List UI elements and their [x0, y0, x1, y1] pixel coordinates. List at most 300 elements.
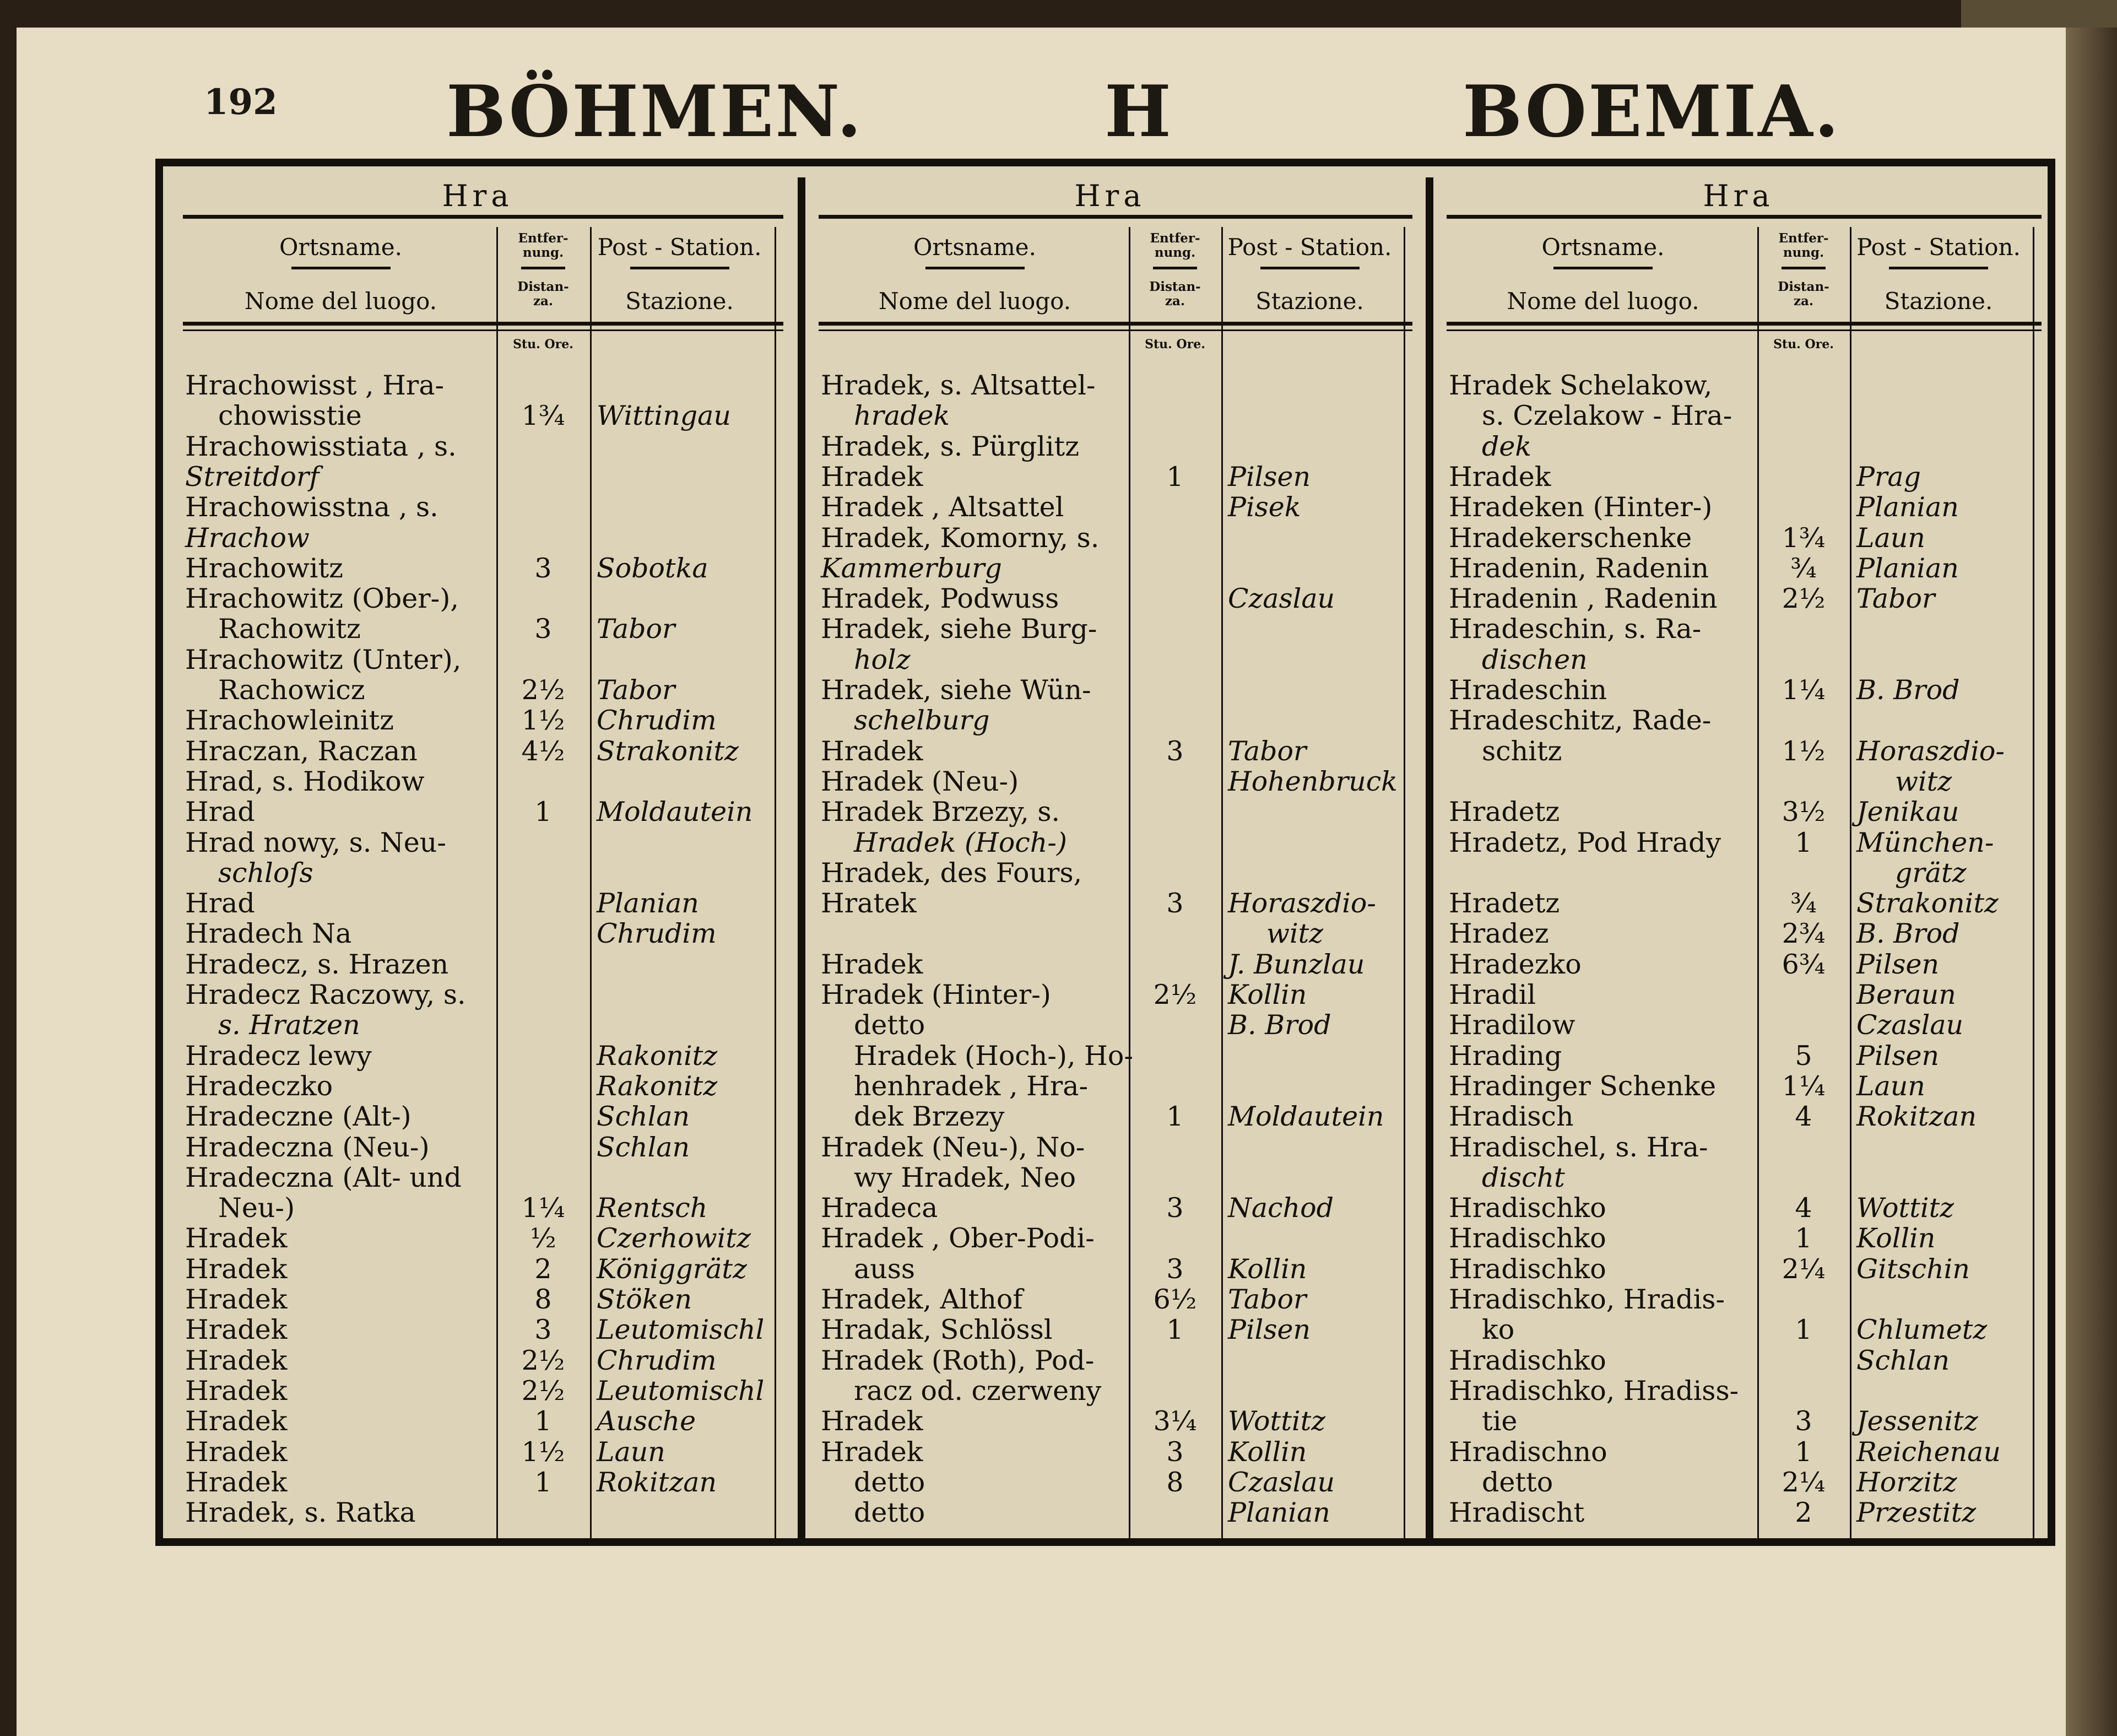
place-name: Hradischko — [1449, 1192, 1606, 1224]
table-row — [1436, 797, 2053, 827]
column-title: Hra — [1074, 179, 1146, 213]
place-name: Hradek , Altsattel — [821, 491, 1064, 523]
title-rule — [819, 215, 1412, 219]
place-name: Hradecz, s. Hrazen — [185, 948, 449, 980]
table-row — [808, 766, 1423, 797]
table-row — [1436, 1223, 2053, 1253]
post-station: Czerhowitz — [597, 1223, 751, 1254]
place-name: Hradeschin, s. Ra- — [1449, 613, 1702, 645]
table-row — [1436, 705, 2053, 735]
place-name: Hradek — [185, 1405, 288, 1437]
post-station: Czaslau — [1228, 1466, 1335, 1498]
table-row — [172, 401, 794, 431]
place-name: wy Hradek, Neo — [854, 1161, 1076, 1193]
table-row — [1436, 583, 2053, 614]
title-rule — [1447, 215, 2042, 219]
place-name: Hrachowitz (Unter), — [185, 643, 462, 675]
table-row — [1436, 1315, 2053, 1345]
column-title: Hra — [442, 179, 513, 213]
table-row — [172, 614, 794, 644]
title-rule — [183, 215, 783, 219]
distance: 4 — [1795, 1192, 1812, 1224]
table-row — [172, 1193, 794, 1223]
header-rule — [1447, 322, 2042, 326]
table-row — [172, 705, 794, 735]
header-post-station-de: Post - Station. — [1856, 234, 2021, 261]
place-name: Hradek — [185, 1344, 288, 1376]
post-station: Pisek — [1228, 491, 1301, 523]
table-row — [808, 492, 1423, 522]
place-name: Hradek (Hoch-) — [854, 826, 1068, 858]
header-rule-thin — [1447, 329, 2042, 331]
distance: 4 — [1795, 1101, 1812, 1133]
table-row — [1436, 1193, 2053, 1223]
distance: 1 — [534, 1466, 552, 1498]
place-name: Hradischko — [1449, 1344, 1606, 1376]
table-row — [1436, 918, 2053, 949]
place-name: Hradilow — [1449, 1009, 1575, 1041]
table-row — [808, 736, 1423, 766]
table-row — [808, 1437, 1423, 1467]
distance: 1¼ — [521, 1192, 565, 1224]
place-name: schloſs — [218, 857, 313, 889]
post-station: Chrudim — [597, 705, 717, 737]
post-station: Laun — [1856, 522, 1925, 554]
place-name: dek — [1482, 430, 1532, 462]
distance: 1 — [1166, 461, 1184, 493]
table-row — [172, 1041, 794, 1071]
listing-column-3 — [1436, 172, 2053, 1538]
table-row — [808, 583, 1423, 614]
distance: 2 — [534, 1253, 552, 1285]
place-name: Hradeczna (Alt- und — [185, 1161, 462, 1193]
place-name: detto — [854, 1497, 925, 1529]
table-row — [808, 1467, 1423, 1497]
table-row — [808, 980, 1423, 1010]
place-name: Hradisch — [1449, 1101, 1574, 1133]
post-station: Rakonitz — [597, 1070, 718, 1102]
table-row — [1436, 523, 2053, 553]
place-name: Hradek — [821, 1436, 923, 1468]
place-name: Hrachow — [185, 522, 310, 554]
table-row — [172, 675, 794, 705]
table-row — [172, 858, 794, 888]
table-row — [808, 523, 1423, 553]
place-name: Hradischko — [1449, 1253, 1606, 1285]
place-name: Hrad — [185, 888, 255, 920]
distance: 2½ — [1782, 583, 1826, 615]
table-row — [808, 614, 1423, 644]
header-underline — [1260, 267, 1360, 269]
place-name: Hradeschitz, Rade- — [1449, 705, 1712, 737]
place-name: Hrachowisst , Hra- — [185, 370, 445, 401]
place-name: tie — [1482, 1405, 1518, 1437]
place-name: discht — [1482, 1161, 1565, 1193]
header-rule — [183, 322, 783, 326]
place-name: detto — [1482, 1466, 1553, 1498]
place-name: Hradek — [185, 1375, 288, 1407]
post-station: B. Brod — [1228, 1009, 1331, 1041]
post-station: Chrudim — [597, 918, 717, 950]
header-rule-thin — [819, 329, 1412, 331]
post-station: Kollin — [1856, 1223, 1936, 1254]
table-row — [808, 1254, 1423, 1284]
distance: 3 — [1166, 1436, 1184, 1468]
post-station: Beraun — [1856, 979, 1956, 1010]
post-station: Jessenitz — [1856, 1405, 1978, 1437]
post-station: Tabor — [1228, 1284, 1307, 1315]
post-station: Moldautein — [1228, 1101, 1384, 1133]
place-name: Hradek — [185, 1436, 288, 1468]
header-post-station-it: Stazione. — [1255, 288, 1364, 315]
header-distance-it: Distan- za. — [517, 279, 569, 309]
table-row — [172, 766, 794, 797]
table-row — [172, 462, 794, 492]
place-name: Neu-) — [218, 1192, 295, 1224]
place-name: Hrachowisstiata , s. — [185, 430, 457, 462]
unit-label: Stu. Ore. — [513, 337, 573, 351]
table-row — [808, 797, 1423, 827]
table-row — [808, 1101, 1423, 1132]
table-row — [172, 1437, 794, 1467]
place-name: Hradek — [821, 735, 923, 767]
post-station: Nachod — [1228, 1192, 1334, 1224]
table-row — [808, 553, 1423, 583]
header-place-name-it: Nome del luogo. — [244, 288, 437, 315]
table-row — [808, 462, 1423, 492]
post-station: Wottitz — [1856, 1192, 1954, 1224]
distance: 3 — [1166, 1253, 1184, 1285]
table-row — [808, 1376, 1423, 1406]
place-name: Hradak, Schlössl — [821, 1314, 1053, 1346]
place-name: Hradeken (Hinter-) — [1449, 491, 1713, 523]
place-name: Hradek — [821, 461, 923, 493]
place-name: Hradeczko — [185, 1070, 333, 1102]
post-station: Moldautein — [597, 796, 753, 828]
post-station: Pilsen — [1228, 461, 1311, 493]
distance: 5 — [1795, 1040, 1812, 1072]
distance: 1½ — [1782, 735, 1826, 767]
place-name: Hradischno — [1449, 1436, 1607, 1468]
post-station: Planian — [1228, 1497, 1330, 1529]
post-station: Czaslau — [1228, 583, 1335, 615]
place-name: Hradek (Neu-) — [821, 765, 1019, 797]
table-row — [172, 1315, 794, 1345]
place-name: Rachowicz — [218, 674, 365, 706]
place-name: Hradek , Ober-Podi- — [821, 1223, 1095, 1254]
post-station: Tabor — [597, 674, 675, 706]
place-name: Hradischko — [1449, 1223, 1606, 1254]
table-row — [808, 1223, 1423, 1253]
post-station: Königgrätz — [597, 1253, 747, 1285]
post-station: Tabor — [1228, 735, 1307, 767]
place-name: Hradek — [185, 1223, 288, 1254]
table-row — [172, 1284, 794, 1315]
place-name: schelburg — [854, 705, 990, 737]
place-name: Hraczan, Raczan — [185, 735, 418, 767]
table-row — [1436, 1254, 2053, 1284]
place-name: Hradeschin — [1449, 674, 1607, 706]
post-station: Prag — [1856, 461, 1921, 493]
table-row — [808, 1497, 1423, 1528]
place-name: Hradischt — [1449, 1497, 1585, 1529]
table-row — [1436, 1010, 2053, 1040]
place-name: Hradek — [185, 1284, 288, 1315]
place-name: dischen — [1482, 643, 1588, 675]
table-row — [172, 1132, 794, 1162]
table-row — [172, 1467, 794, 1497]
distance: 2¾ — [1782, 918, 1826, 950]
distance: 1 — [534, 796, 552, 828]
post-station: Tabor — [1856, 583, 1935, 615]
post-station: Schlan — [597, 1101, 690, 1133]
post-station: witz — [1895, 765, 1952, 797]
post-station: Kollin — [1228, 1436, 1307, 1468]
table-row — [172, 1162, 794, 1193]
header-post-station-it: Stazione. — [1884, 288, 1993, 315]
place-name: Hrachowisstna , s. — [185, 491, 438, 523]
post-station: Strakonitz — [1856, 888, 1999, 920]
place-name: schitz — [1482, 735, 1562, 767]
post-station: München- — [1856, 826, 1994, 858]
post-station: Laun — [1856, 1070, 1925, 1102]
distance: 1 — [1795, 826, 1812, 858]
place-name: Hrad nowy, s. Neu- — [185, 826, 446, 858]
post-station: grätz — [1895, 857, 1967, 889]
header-distance-it: Distan- za. — [1778, 279, 1829, 309]
table-row — [172, 797, 794, 827]
table-row — [1436, 1376, 2053, 1406]
table-row — [808, 1193, 1423, 1223]
table-row — [808, 1041, 1423, 1071]
table-row — [172, 431, 794, 462]
table-row — [1436, 949, 2053, 980]
place-name: Hradek (Neu-), No- — [821, 1131, 1085, 1163]
place-name: s. Hratzen — [218, 1009, 360, 1041]
header-underline — [925, 267, 1025, 269]
table-row — [808, 1071, 1423, 1101]
distance: 2½ — [1153, 979, 1197, 1010]
header-underline — [291, 267, 391, 269]
table-row — [808, 1162, 1423, 1193]
column-divider — [1426, 177, 1433, 1546]
table-row — [1436, 1132, 2053, 1162]
post-station: Rokitzan — [1856, 1101, 1977, 1133]
distance: 1 — [1166, 1314, 1184, 1346]
table-row — [172, 888, 794, 918]
table-row — [808, 1315, 1423, 1345]
table-row — [172, 1101, 794, 1132]
unit-label: Stu. Ore. — [1145, 337, 1205, 351]
place-name: Hradetz — [1449, 888, 1560, 920]
table-row — [172, 980, 794, 1010]
table-row — [172, 918, 794, 949]
place-name: Hradek, s. Altsattel- — [821, 370, 1096, 401]
post-station: Horaszdio- — [1228, 888, 1376, 920]
place-name: Hrachowitz (Ober-), — [185, 583, 459, 615]
post-station: Planian — [597, 888, 699, 920]
column-title: Hra — [1703, 179, 1774, 213]
distance: 3 — [534, 552, 552, 584]
table-row — [1436, 462, 2053, 492]
place-name: Hradez — [1449, 918, 1549, 950]
place-name: Hrad, s. Hodikow — [185, 765, 425, 797]
distance: 2½ — [521, 674, 565, 706]
header-underline — [1889, 267, 1988, 269]
place-name: Hradek — [185, 1314, 288, 1346]
post-station: Planian — [1856, 491, 1959, 523]
post-station: Reichenau — [1856, 1436, 2001, 1468]
post-station: Leutomischl — [597, 1375, 765, 1407]
distance: 1 — [1166, 1101, 1184, 1133]
post-station: Rentsch — [597, 1192, 708, 1224]
table-row — [172, 370, 794, 401]
place-name: Hrachowleinitz — [185, 705, 394, 737]
place-name: Hradischel, s. Hra- — [1449, 1131, 1708, 1163]
place-name: Hradek — [821, 948, 923, 980]
post-station: Tabor — [597, 613, 675, 645]
distance: ¾ — [1790, 552, 1817, 584]
post-station: Kollin — [1228, 1253, 1307, 1285]
distance: ½ — [530, 1223, 556, 1254]
distance: 2¼ — [1782, 1466, 1826, 1498]
place-name: Kammerburg — [821, 552, 1002, 584]
table-row — [1436, 431, 2053, 462]
place-name: Hradischko, Hradis- — [1449, 1284, 1725, 1315]
place-name: s. Czelakow - Hra- — [1482, 400, 1732, 432]
header-post-station-de: Post - Station. — [597, 234, 762, 261]
place-name: Hradetz — [1449, 796, 1560, 828]
place-name: Hradek, siehe Wün- — [821, 674, 1091, 706]
header-distance-de: Entfer- nung. — [1778, 231, 1829, 260]
table-row — [172, 1345, 794, 1376]
place-name: ko — [1482, 1314, 1515, 1346]
header-underline — [1782, 267, 1826, 269]
table-row — [1436, 1467, 2053, 1497]
page-number: 192 — [204, 82, 278, 123]
distance: 3 — [534, 1314, 552, 1346]
listing-column-1 — [172, 172, 794, 1538]
distance: 3 — [534, 613, 552, 645]
table-row — [808, 645, 1423, 675]
header-distance-it: Distan- za. — [1149, 279, 1201, 309]
distance: 3 — [1166, 735, 1184, 767]
listing-column-2 — [808, 172, 1423, 1538]
table-row — [172, 1497, 794, 1528]
place-name: Hradek — [185, 1466, 288, 1498]
header-post-station-it: Stazione. — [625, 288, 734, 315]
header-distance-de: Entfer- nung. — [1150, 231, 1200, 260]
table-row — [1436, 1437, 2053, 1467]
table-row — [808, 1406, 1423, 1436]
place-name: Hradek Schelakow, — [1449, 370, 1713, 401]
place-name: Hradekerschenke — [1449, 522, 1692, 554]
distance: 1 — [534, 1405, 552, 1437]
place-name: dek Brzezy — [854, 1101, 1005, 1133]
table-row — [172, 1010, 794, 1040]
table-row — [1436, 645, 2053, 675]
table-row — [1436, 858, 2053, 888]
table-row — [1436, 675, 2053, 705]
table-row — [808, 705, 1423, 735]
header-underline — [521, 267, 565, 269]
distance: ¾ — [1790, 888, 1817, 920]
distance: 3 — [1166, 1192, 1184, 1224]
place-name: Hratek — [821, 888, 917, 920]
post-station: Chlumetz — [1856, 1314, 1988, 1346]
post-station: B. Brod — [1856, 674, 1960, 706]
table-row — [808, 949, 1423, 980]
place-name: Hradeca — [821, 1192, 938, 1224]
table-row — [172, 1254, 794, 1284]
post-station: Horzitz — [1856, 1466, 1957, 1498]
distance: 2½ — [521, 1344, 565, 1376]
post-station: Pilsen — [1856, 1040, 1940, 1072]
place-name: Hradecz Raczowy, s. — [185, 979, 466, 1010]
place-name: Hradek, des Fours, — [821, 857, 1082, 889]
post-station: Przestitz — [1856, 1497, 1977, 1529]
post-station: Schlan — [1856, 1344, 1950, 1376]
table-row — [1436, 1284, 2053, 1315]
place-name: Hradek — [185, 1253, 288, 1285]
place-name: detto — [854, 1009, 925, 1041]
header-left: BÖHMEN. — [446, 71, 863, 153]
post-station: Rakonitz — [597, 1040, 718, 1072]
post-station: Gitschin — [1856, 1253, 1970, 1285]
distance: 1¾ — [521, 400, 565, 432]
column-divider — [798, 177, 805, 1546]
place-name: Hradenin, Radenin — [1449, 552, 1709, 584]
post-station: Hohenbruck — [1228, 765, 1398, 797]
header-post-station-de: Post - Station. — [1227, 234, 1392, 261]
distance: 8 — [534, 1284, 552, 1315]
unit-label: Stu. Ore. — [1773, 337, 1834, 351]
table-row — [808, 828, 1423, 858]
table-row — [172, 583, 794, 614]
table-row — [1436, 614, 2053, 644]
header-place-name-de: Ortsname. — [913, 234, 1037, 261]
place-name: Hradek, Komorny, s. — [821, 522, 1100, 554]
distance: 4½ — [521, 735, 565, 767]
place-name: Hradecz lewy — [185, 1040, 372, 1072]
place-name: chowisstie — [218, 400, 362, 432]
table-row — [1436, 980, 2053, 1010]
distance: 8 — [1166, 1466, 1184, 1498]
table-row — [808, 918, 1423, 949]
distance: 3¼ — [1153, 1405, 1197, 1437]
post-station: Laun — [597, 1436, 665, 1468]
post-station: Czaslau — [1856, 1009, 1964, 1041]
place-name: Hradezko — [1449, 948, 1582, 980]
post-station: Planian — [1856, 552, 1959, 584]
place-name: Hradek, s. Pürglitz — [821, 430, 1080, 462]
distance: 2 — [1795, 1497, 1812, 1529]
place-name: Hradech Na — [185, 918, 352, 950]
table-row — [1436, 492, 2053, 522]
header-right: BOEMIA. — [1463, 71, 1841, 153]
place-name: Hradek (Roth), Pod- — [821, 1344, 1095, 1376]
table-row — [1436, 766, 2053, 797]
place-name: Hradek Brzezy, s. — [821, 796, 1060, 828]
header-distance-de: Entfer- nung. — [518, 231, 568, 260]
place-name: Hradenin , Radenin — [1449, 583, 1718, 615]
post-station: B. Brod — [1856, 918, 1960, 950]
post-station: Pilsen — [1228, 1314, 1311, 1346]
table-row — [1436, 736, 2053, 766]
table-row — [808, 401, 1423, 431]
place-name: Hradek, siehe Burg- — [821, 613, 1097, 645]
distance: 1½ — [521, 705, 565, 737]
